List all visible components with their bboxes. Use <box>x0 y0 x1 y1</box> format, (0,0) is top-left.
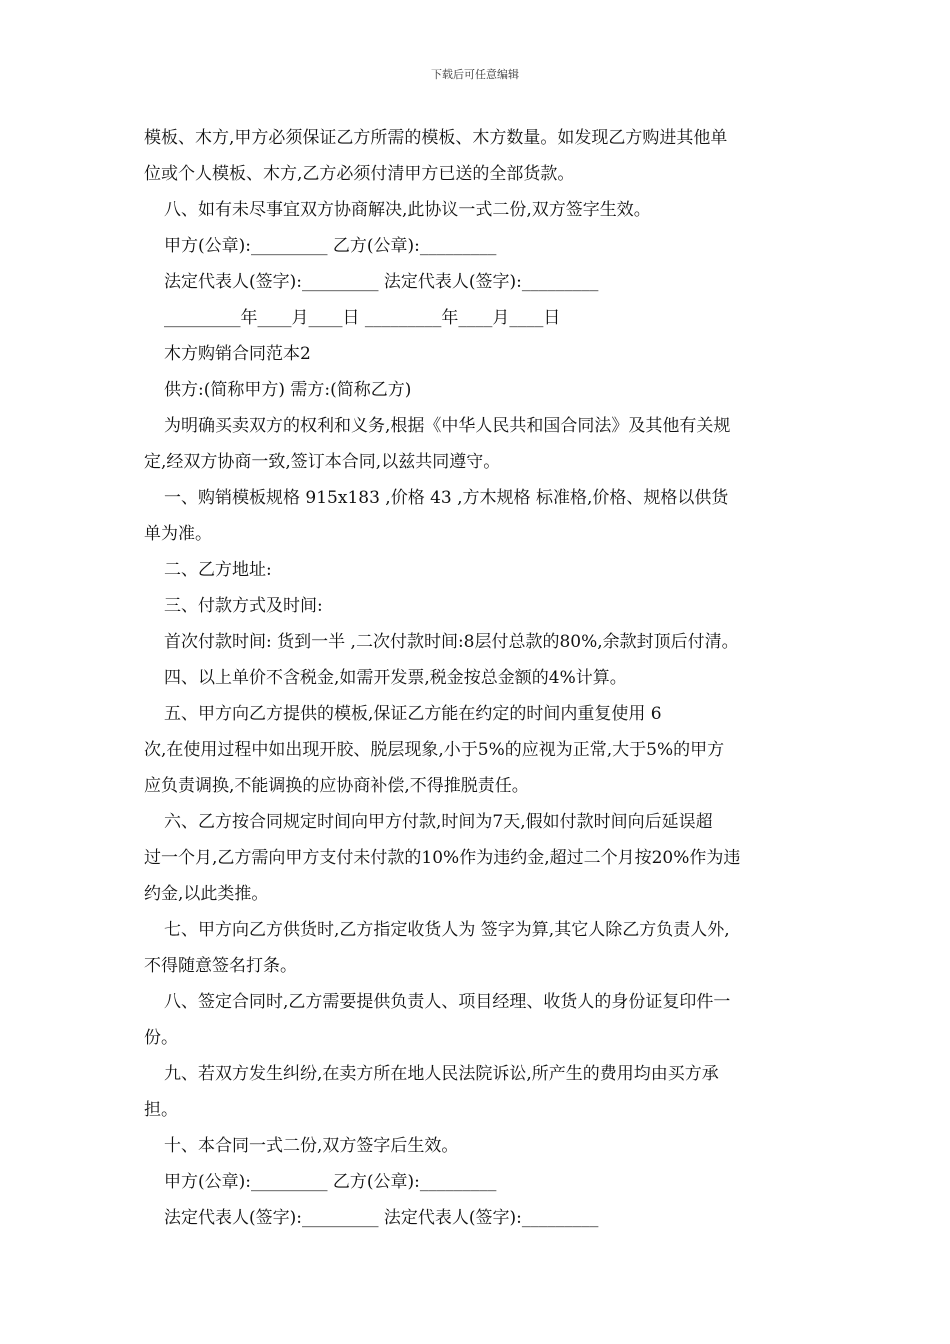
text-line: 木方购销合同范本2 <box>164 344 311 364</box>
header-note: 下载后可任意编辑 <box>431 68 519 81</box>
text-line: 供方:(简称甲方) 需方:(简称乙方) <box>164 380 412 400</box>
text-line: 九、若双方发生纠纷,在卖方所在地人民法院诉讼,所产生的费用均由买方承 <box>164 1064 719 1084</box>
text-line: 二、乙方地址: <box>164 560 272 580</box>
text-line: 甲方(公章):_________ 乙方(公章):_________ <box>164 236 497 256</box>
text-line: 八、签定合同时,乙方需要提供负责人、项目经理、收货人的身份证复印件一 <box>164 992 731 1012</box>
text-line: 定,经双方协商一致,签订本合同,以兹共同遵守。 <box>144 452 501 472</box>
text-line: 份。 <box>144 1028 178 1048</box>
text-line: 位或个人模板、木方,乙方必须付清甲方已送的全部货款。 <box>144 164 575 184</box>
text-line: 模板、木方,甲方必须保证乙方所需的模板、木方数量。如发现乙方购进其他单 <box>144 128 728 148</box>
text-line: 单为准。 <box>144 524 212 544</box>
text-line: 八、如有未尽事宜双方协商解决,此协议一式二份,双方签字生效。 <box>164 200 651 220</box>
text-line: 三、付款方式及时间: <box>164 596 323 616</box>
text-line: 七、甲方向乙方供货时,乙方指定收货人为 签字为算,其它人除乙方负责人外, <box>164 920 730 940</box>
text-line: 五、甲方向乙方提供的模板,保证乙方能在约定的时间内重复使用 6 <box>164 704 662 724</box>
text-line: 六、乙方按合同规定时间向甲方付款,时间为7天,假如付款时间向后延误超 <box>164 812 713 832</box>
text-line: 约金,以此类推。 <box>144 884 269 904</box>
text-line: 甲方(公章):_________ 乙方(公章):_________ <box>164 1172 497 1192</box>
text-line: 担。 <box>144 1100 178 1120</box>
text-line: 一、购销模板规格 915x183 ,价格 43 ,方木规格 标准格,价格、规格以供货 <box>164 488 729 508</box>
text-line: 为明确买卖双方的权利和义务,根据《中华人民共和国合同法》及其他有关规 <box>164 416 731 436</box>
text-line: 首次付款时间: 货到一半 ,二次付款时间:8层付总款的80%,余款封顶后付清。 <box>164 632 739 652</box>
text-line: 不得随意签名打条。 <box>144 956 297 976</box>
text-line: _________年____月____日 _________年____月____日 <box>164 308 561 328</box>
text-line: 应负责调换,不能调换的应协商补偿,不得推脱责任。 <box>144 776 529 796</box>
text-line: 十、本合同一式二份,双方签字后生效。 <box>164 1136 459 1156</box>
text-line: 四、以上单价不含税金,如需开发票,税金按总金额的4%计算。 <box>164 668 627 688</box>
document-body <box>144 120 812 1236</box>
text-line: 法定代表人(签字):_________ 法定代表人(签字):_________ <box>164 1208 599 1228</box>
text-line: 次,在使用过程中如出现开胶、脱层现象,小于5%的应视为正常,大于5%的甲方 <box>144 740 725 760</box>
text-line: 法定代表人(签字):_________ 法定代表人(签字):_________ <box>164 272 599 292</box>
text-line: 过一个月,乙方需向甲方支付未付款的10%作为违约金,超过二个月按20%作为违 <box>144 848 741 868</box>
